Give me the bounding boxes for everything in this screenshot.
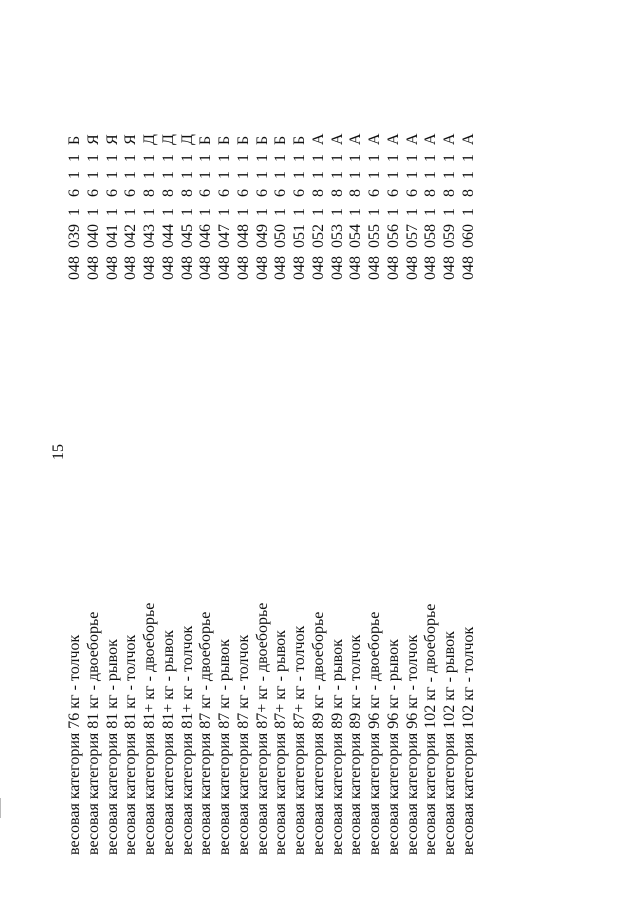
category-description: весовая категория 87+ кг - толчок bbox=[291, 625, 308, 855]
code-digit-4: 1 bbox=[422, 154, 440, 162]
code-letter: Б bbox=[253, 135, 271, 145]
code-letter: Я bbox=[84, 134, 102, 145]
code-digit-4: 1 bbox=[103, 154, 121, 162]
table-row bbox=[441, 125, 460, 855]
code-digit-3: 1 bbox=[272, 171, 290, 179]
code-digit-2: 6 bbox=[384, 189, 402, 197]
code-number: 040 bbox=[84, 224, 102, 248]
code-digit-2: 6 bbox=[403, 189, 421, 197]
code-number: 043 bbox=[141, 224, 158, 248]
code-digit-2: 6 bbox=[122, 189, 140, 197]
code-group: 048 bbox=[441, 256, 458, 280]
table-row bbox=[254, 125, 273, 855]
table-row bbox=[366, 125, 385, 855]
category-description: весовая категория 89 кг - толчок bbox=[347, 634, 365, 855]
code-digit-2: 8 bbox=[159, 189, 177, 197]
code-group: 048 bbox=[459, 256, 477, 280]
code-digit-2: 6 bbox=[103, 189, 121, 197]
category-description: весовая категория 81+ кг - толчок bbox=[178, 625, 196, 855]
code-number: 041 bbox=[103, 224, 121, 248]
code-digit-1: 1 bbox=[103, 208, 121, 216]
code-digit-4: 1 bbox=[84, 154, 102, 162]
code-number: 050 bbox=[272, 224, 290, 248]
code-number: 057 bbox=[403, 224, 421, 248]
code-digit-3: 1 bbox=[366, 171, 383, 179]
code-letter: А bbox=[347, 133, 365, 145]
code-group: 048 bbox=[328, 256, 346, 280]
code-number: 052 bbox=[309, 224, 327, 248]
code-digit-1: 1 bbox=[216, 208, 233, 216]
code-digit-3: 1 bbox=[328, 171, 346, 179]
code-digit-2: 6 bbox=[366, 189, 383, 197]
code-digit-4: 1 bbox=[66, 154, 83, 162]
code-digit-1: 1 bbox=[66, 208, 83, 216]
code-letter: А bbox=[441, 133, 458, 145]
code-digit-1: 1 bbox=[272, 208, 290, 216]
code-digit-2: 6 bbox=[216, 189, 233, 197]
code-digit-2: 6 bbox=[197, 189, 215, 197]
code-digit-3: 1 bbox=[197, 171, 215, 179]
code-digit-4: 1 bbox=[441, 154, 458, 162]
code-digit-2: 8 bbox=[328, 189, 346, 197]
category-description: весовая категория 96 кг - толчок bbox=[403, 634, 421, 855]
code-number: 046 bbox=[197, 224, 215, 248]
table-row bbox=[197, 125, 216, 855]
code-digit-3: 1 bbox=[441, 171, 458, 179]
code-digit-4: 1 bbox=[403, 154, 421, 162]
category-description: весовая категория 87+ кг - двоеборье bbox=[253, 602, 271, 855]
code-digit-4: 1 bbox=[366, 154, 383, 162]
code-number: 039 bbox=[66, 224, 83, 248]
code-letter: Б bbox=[272, 135, 290, 145]
code-number: 053 bbox=[328, 224, 346, 248]
code-digit-4: 1 bbox=[122, 154, 140, 162]
category-description: весовая категория 81 кг - двоеборье bbox=[84, 611, 102, 855]
code-digit-4: 1 bbox=[459, 154, 477, 162]
code-group: 048 bbox=[197, 256, 215, 280]
code-digit-4: 1 bbox=[253, 154, 271, 162]
code-group: 048 bbox=[347, 256, 365, 280]
code-digit-2: 6 bbox=[84, 189, 102, 197]
table-row bbox=[85, 125, 104, 855]
table-row bbox=[179, 125, 198, 855]
code-letter: Б bbox=[216, 135, 233, 145]
code-digit-4: 1 bbox=[309, 154, 327, 162]
table-row bbox=[216, 125, 235, 855]
code-group: 048 bbox=[403, 256, 421, 280]
table-row bbox=[310, 125, 329, 855]
code-digit-3: 1 bbox=[384, 171, 402, 179]
category-description: весовая категория 81 кг - рывок bbox=[103, 639, 121, 855]
code-digit-4: 1 bbox=[347, 154, 365, 162]
code-number: 058 bbox=[422, 224, 440, 248]
category-description: весовая категория 87 кг - рывок bbox=[216, 639, 233, 855]
code-letter: А bbox=[309, 133, 327, 145]
category-description: весовая категория 96 кг - рывок bbox=[384, 639, 402, 855]
code-digit-3: 1 bbox=[459, 171, 477, 179]
category-description: весовая категория 102 кг - рывок bbox=[441, 631, 458, 855]
table-row bbox=[66, 125, 85, 855]
code-digit-1: 1 bbox=[422, 208, 440, 216]
code-group: 048 bbox=[234, 256, 252, 280]
code-letter: Я bbox=[103, 134, 121, 145]
code-digit-3: 1 bbox=[253, 171, 271, 179]
page-number: 15 bbox=[50, 444, 67, 460]
code-digit-1: 1 bbox=[291, 208, 308, 216]
category-description: весовая категория 76 кг - толчок bbox=[66, 634, 83, 855]
code-digit-1: 1 bbox=[403, 208, 421, 216]
table-row bbox=[329, 125, 348, 855]
code-digit-1: 1 bbox=[178, 208, 196, 216]
category-description: весовая категория 81 кг - толчок bbox=[122, 634, 140, 855]
table-row bbox=[404, 125, 423, 855]
code-digit-4: 1 bbox=[178, 154, 196, 162]
table-row bbox=[460, 125, 479, 855]
code-group: 048 bbox=[103, 256, 121, 280]
code-digit-3: 1 bbox=[216, 171, 233, 179]
category-description: весовая категория 87 кг - толчок bbox=[234, 634, 252, 855]
code-group: 048 bbox=[178, 256, 196, 280]
table-row bbox=[272, 125, 291, 855]
code-digit-1: 1 bbox=[366, 208, 383, 216]
code-digit-2: 8 bbox=[347, 189, 365, 197]
code-digit-3: 1 bbox=[234, 171, 252, 179]
code-group: 048 bbox=[66, 256, 83, 280]
code-digit-2: 6 bbox=[66, 189, 83, 197]
table-row bbox=[291, 125, 310, 855]
code-letter: Д bbox=[178, 134, 196, 145]
code-group: 048 bbox=[366, 256, 383, 280]
code-letter: А bbox=[384, 133, 402, 145]
code-letter: А bbox=[366, 133, 383, 145]
code-digit-4: 1 bbox=[197, 154, 215, 162]
code-letter: А bbox=[403, 133, 421, 145]
category-description: весовая категория 102 кг - двоеборье bbox=[422, 603, 440, 855]
code-group: 048 bbox=[84, 256, 102, 280]
code-letter: А bbox=[459, 133, 477, 145]
code-letter: Б bbox=[66, 135, 83, 145]
code-digit-2: 6 bbox=[234, 189, 252, 197]
code-group: 048 bbox=[253, 256, 271, 280]
code-digit-1: 1 bbox=[347, 208, 365, 216]
code-letter: А bbox=[422, 133, 440, 145]
category-description: весовая категория 89 кг - двоеборье bbox=[309, 611, 327, 855]
code-digit-1: 1 bbox=[441, 208, 458, 216]
code-digit-1: 1 bbox=[234, 208, 252, 216]
code-digit-1: 1 bbox=[141, 208, 158, 216]
code-digit-3: 1 bbox=[103, 171, 121, 179]
code-number: 060 bbox=[459, 224, 477, 248]
code-digit-2: 8 bbox=[178, 189, 196, 197]
code-letter: Б bbox=[197, 135, 215, 145]
code-number: 054 bbox=[347, 224, 365, 248]
code-group: 048 bbox=[291, 256, 308, 280]
code-digit-4: 1 bbox=[384, 154, 402, 162]
category-description: весовая категория 81+ кг - рывок bbox=[159, 630, 177, 855]
category-description: весовая категория 102 кг - толчок bbox=[459, 626, 477, 855]
category-code-table bbox=[66, 125, 479, 855]
code-digit-4: 1 bbox=[159, 154, 177, 162]
code-digit-2: 6 bbox=[272, 189, 290, 197]
code-digit-3: 1 bbox=[403, 171, 421, 179]
code-letter: Я bbox=[122, 134, 140, 145]
code-number: 048 bbox=[234, 224, 252, 248]
code-digit-3: 1 bbox=[347, 171, 365, 179]
table-row bbox=[235, 125, 254, 855]
code-digit-2: 8 bbox=[141, 189, 158, 197]
code-digit-3: 1 bbox=[422, 171, 440, 179]
code-number: 055 bbox=[366, 224, 383, 248]
code-digit-4: 1 bbox=[216, 154, 233, 162]
category-description: весовая категория 89 кг - рывок bbox=[328, 639, 346, 855]
code-digit-4: 1 bbox=[272, 154, 290, 162]
code-letter: Д bbox=[141, 134, 158, 145]
code-digit-2: 8 bbox=[441, 189, 458, 197]
code-digit-1: 1 bbox=[384, 208, 402, 216]
code-number: 047 bbox=[216, 224, 233, 248]
category-description: весовая категория 81+ кг - двоеборье bbox=[141, 602, 158, 855]
code-digit-2: 8 bbox=[422, 189, 440, 197]
code-letter: Д bbox=[159, 134, 177, 145]
table-row bbox=[385, 125, 404, 855]
table-row bbox=[160, 125, 179, 855]
code-group: 048 bbox=[159, 256, 177, 280]
code-digit-1: 1 bbox=[122, 208, 140, 216]
code-digit-4: 1 bbox=[328, 154, 346, 162]
code-digit-1: 1 bbox=[197, 208, 215, 216]
code-number: 042 bbox=[122, 224, 140, 248]
code-digit-3: 1 bbox=[141, 171, 158, 179]
code-letter: Б bbox=[291, 135, 308, 145]
code-digit-3: 1 bbox=[309, 171, 327, 179]
code-number: 059 bbox=[441, 224, 458, 248]
table-row bbox=[141, 125, 160, 855]
code-digit-1: 1 bbox=[309, 208, 327, 216]
code-digit-2: 8 bbox=[459, 189, 477, 197]
table-row bbox=[122, 125, 141, 855]
code-digit-1: 1 bbox=[159, 208, 177, 216]
code-digit-3: 1 bbox=[291, 171, 308, 179]
code-letter: А bbox=[328, 133, 346, 145]
code-group: 048 bbox=[272, 256, 290, 280]
code-digit-2: 8 bbox=[309, 189, 327, 197]
code-number: 049 bbox=[253, 224, 271, 248]
scan-margin-mark bbox=[0, 798, 1, 818]
code-digit-2: 6 bbox=[253, 189, 271, 197]
code-group: 048 bbox=[384, 256, 402, 280]
code-group: 048 bbox=[309, 256, 327, 280]
code-digit-1: 1 bbox=[328, 208, 346, 216]
code-number: 056 bbox=[384, 224, 402, 248]
code-digit-3: 1 bbox=[178, 171, 196, 179]
code-group: 048 bbox=[422, 256, 440, 280]
code-group: 048 bbox=[141, 256, 158, 280]
code-digit-3: 1 bbox=[66, 171, 83, 179]
code-digit-3: 1 bbox=[84, 171, 102, 179]
code-number: 044 bbox=[159, 224, 177, 248]
category-description: весовая категория 87 кг - двоеборье bbox=[197, 611, 215, 855]
code-group: 048 bbox=[122, 256, 140, 280]
code-digit-1: 1 bbox=[84, 208, 102, 216]
code-number: 045 bbox=[178, 224, 196, 248]
table-row bbox=[347, 125, 366, 855]
table-row bbox=[104, 125, 123, 855]
code-digit-3: 1 bbox=[159, 171, 177, 179]
code-digit-2: 6 bbox=[291, 189, 308, 197]
code-digit-4: 1 bbox=[291, 154, 308, 162]
code-group: 048 bbox=[216, 256, 233, 280]
table-row bbox=[422, 125, 441, 855]
code-digit-1: 1 bbox=[253, 208, 271, 216]
code-number: 051 bbox=[291, 224, 308, 248]
code-letter: Б bbox=[234, 135, 252, 145]
category-description: весовая категория 87+ кг - рывок bbox=[272, 630, 290, 855]
code-digit-1: 1 bbox=[459, 208, 477, 216]
category-description: весовая категория 96 кг - двоеборье bbox=[366, 611, 383, 855]
code-digit-3: 1 bbox=[122, 171, 140, 179]
code-digit-4: 1 bbox=[141, 154, 158, 162]
code-digit-4: 1 bbox=[234, 154, 252, 162]
